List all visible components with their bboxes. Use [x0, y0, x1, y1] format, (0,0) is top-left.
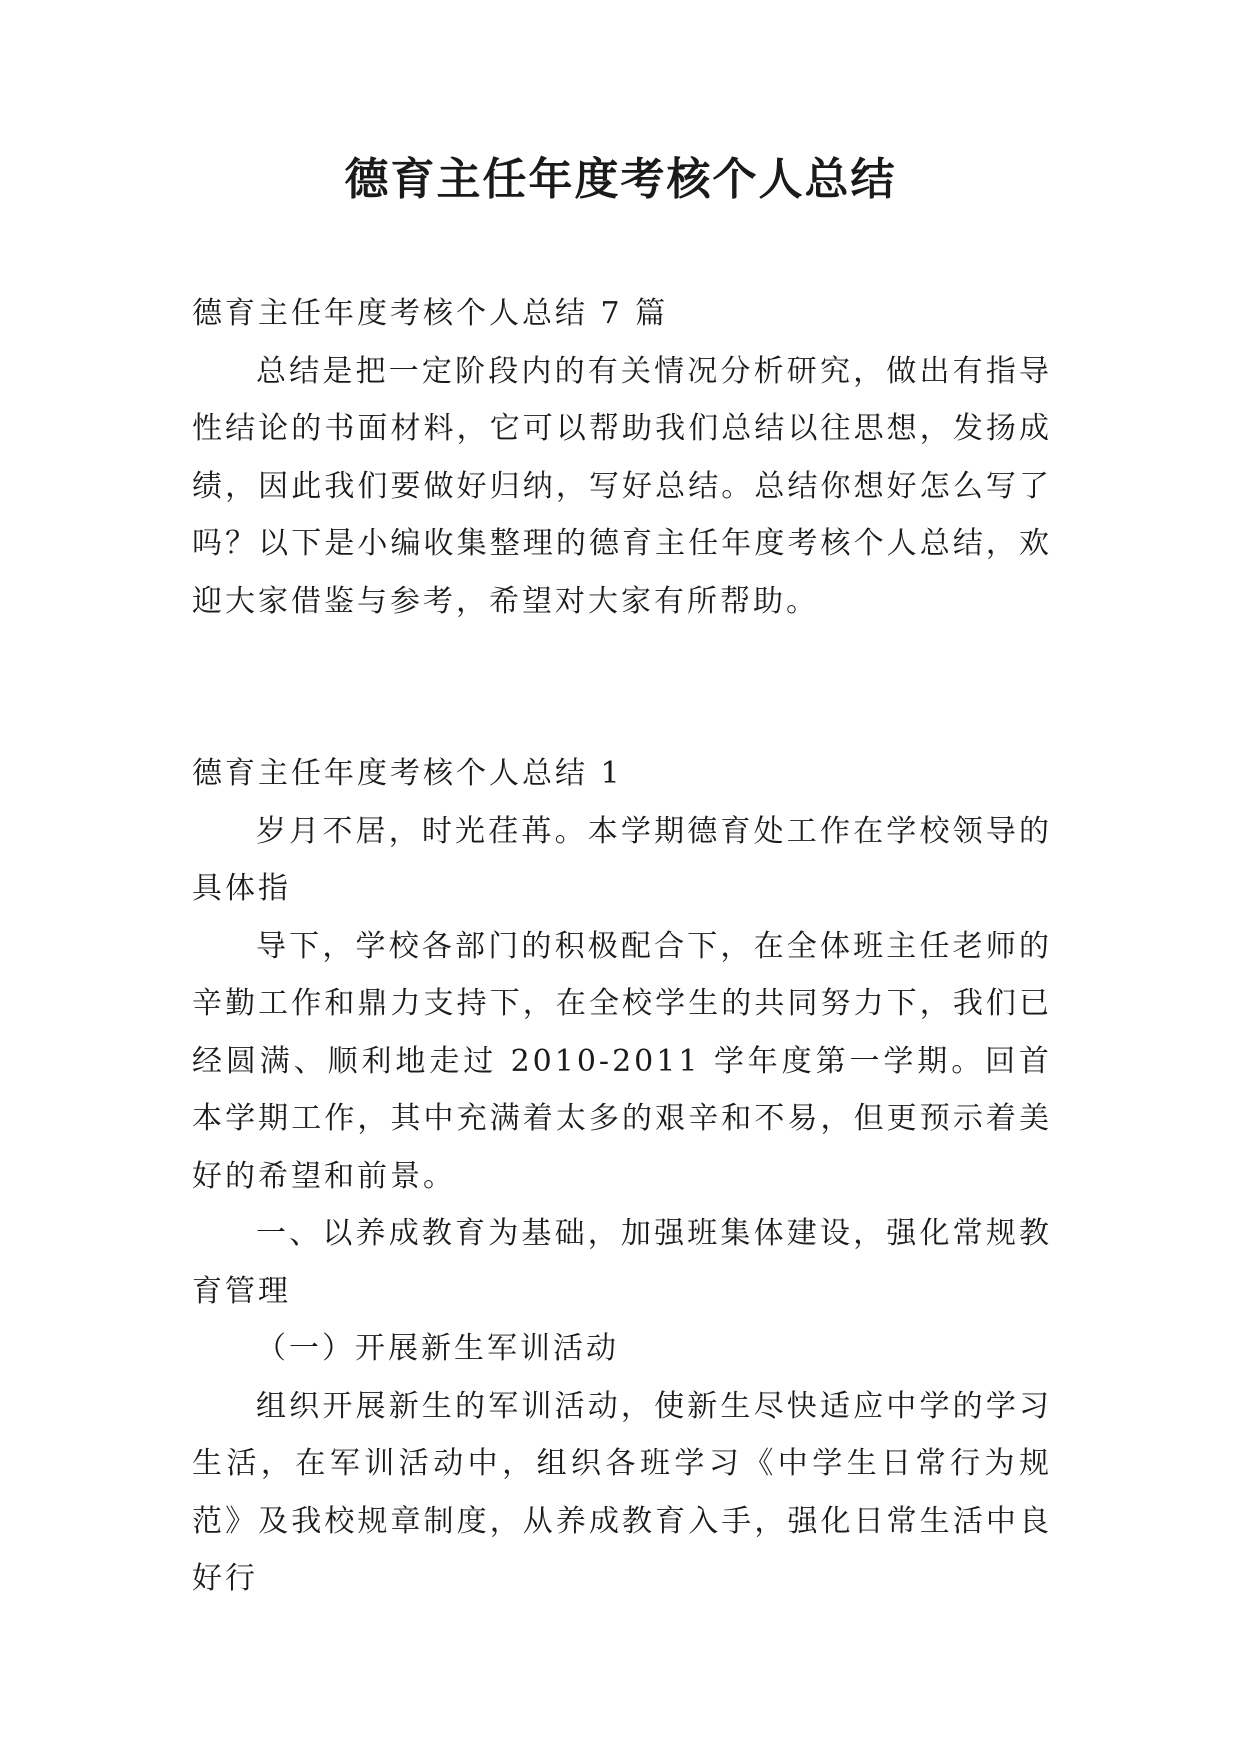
intro-heading: 德育主任年度考核个人总结 7 篇 [192, 296, 669, 331]
document-body [192, 285, 1052, 1608]
body-paragraph: 组织开展新生的军训活动，使新生尽快适应中学的学习生活，在军训活动中，组织各班学习《中学生日常行为规范》及我校规章制度，从养成教育入手，强化日常生活中良好行 [192, 1388, 1052, 1596]
outline-subheading: （一）开展新生军训活动 [256, 1331, 619, 1366]
section-heading: 德育主任年度考核个人总结 1 [192, 756, 623, 791]
body-paragraph: 导下，学校各部门的积极配合下，在全体班主任老师的辛勤工作和鼎力支持下，在全校学生的共同努力下，我们已经圆满、顺利地走过 2010-2011 学年度第一学期。回首本学期工作，其中充满着太多的艰辛和不易，但更预示着美好的希望和前景。 [192, 928, 1052, 1194]
body-paragraph: 岁月不居，时光荏苒。本学期德育处工作在学校领导的具体指 [192, 813, 1052, 906]
section-spacer [192, 630, 1052, 745]
intro-paragraph: 总结是把一定阶段内的有关情况分析研究，做出有指导性结论的书面材料，它可以帮助我们总结以往思想，发扬成绩，因此我们要做好归纳，写好总结。总结你想好怎么写了吗？以下是小编收集整理的德育主任年度考核个人总结，欢迎大家借鉴与参考，希望对大家有所帮助。 [192, 353, 1052, 619]
outline-heading: 一、以养成教育为基础，加强班集体建设，强化常规教育管理 [192, 1216, 1052, 1309]
document-title: 德育主任年度考核个人总结 [344, 154, 897, 205]
